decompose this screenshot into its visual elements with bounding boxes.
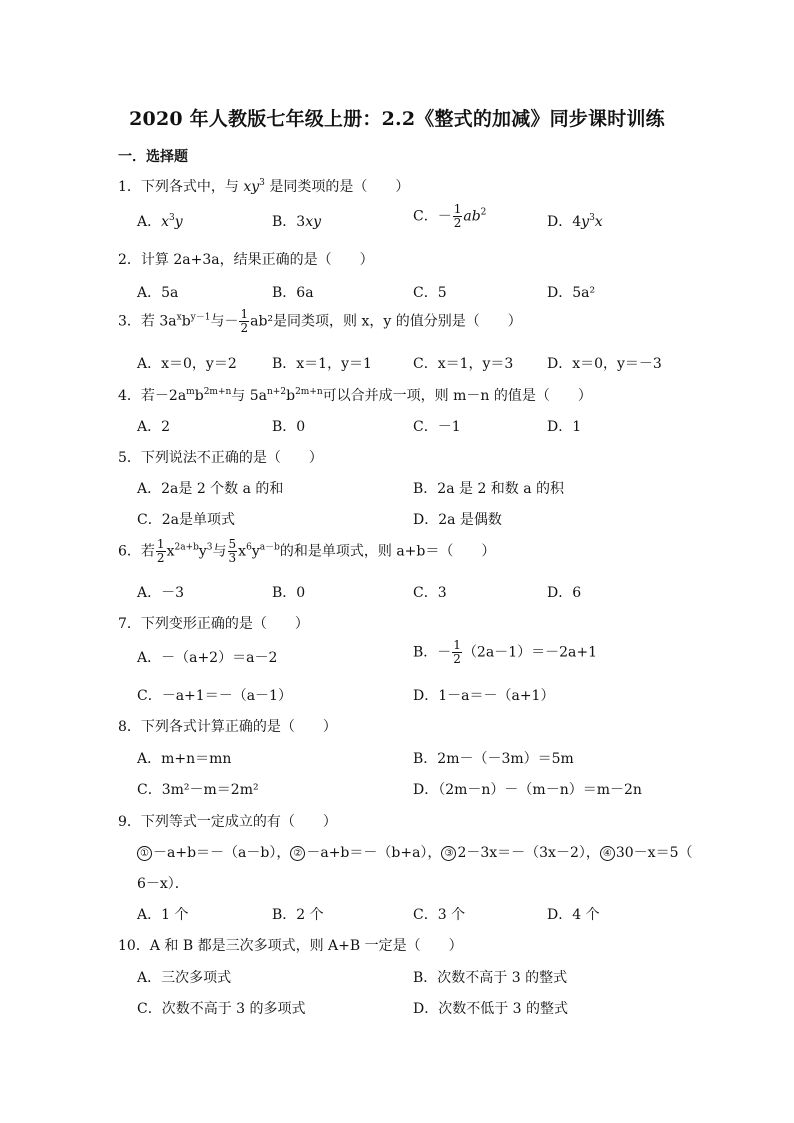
circled-number-2: ②	[290, 846, 305, 861]
q7-option-b[interactable]: B．－ $\frac{1}{2}$ （2a－1）＝－2a+1	[413, 638, 597, 666]
q9-option-d[interactable]: D．4 个	[547, 907, 600, 923]
q4-option-b[interactable]: B．0	[272, 419, 306, 435]
q9-statements: ① －a+b＝－（a－b）， ② －a+b＝－（b+a）， ③ 2－3x＝－（3x－2）， ④ 30－x＝5（	[137, 842, 692, 862]
q2-option-c[interactable]: C．5	[413, 285, 447, 301]
question-2: 2．计算 2a+3a，结果正确的是（ ）	[118, 252, 374, 268]
q4-option-c[interactable]: C．－1	[413, 419, 461, 435]
q2-option-a[interactable]: A．5a	[137, 285, 179, 301]
q5-option-c[interactable]: C．2a是单项式	[137, 512, 235, 528]
q5-option-a[interactable]: A．2a是 2 个数 a 的和	[137, 481, 284, 497]
q7-option-c[interactable]: C．－a+1＝－（a－1）	[137, 688, 292, 704]
q3-option-d[interactable]: D．x＝0，y＝－3	[547, 356, 662, 372]
q8-option-d[interactable]: D．（2m－n）－（m－n）＝m－2n	[413, 782, 642, 798]
q8-option-b[interactable]: B．2m－（－3m）＝5m	[413, 751, 574, 767]
question-1: 1．下列各式中，与 $xy^3$ 是同类项的是（ ）	[118, 178, 410, 195]
q1-option-c[interactable]: C．－ $\frac{1}{2}$ $ab^2$	[413, 202, 487, 230]
q9-option-a[interactable]: A．1 个	[137, 907, 189, 923]
question-6: 6．若 $\frac{1}{2}$ $x^{2a+b}y^3$与 $\frac{5}{3}$ $x^6y^{a-b}$的和是单项式，则 a+b＝（ ）	[118, 537, 496, 565]
q10-option-b[interactable]: B．次数不高于 3 的整式	[413, 970, 568, 986]
q10-option-c[interactable]: C．次数不高于 3 的多项式	[137, 1001, 306, 1017]
q1-option-d[interactable]: D．$4y^3x$	[547, 213, 603, 230]
question-4: 4．若$-2a^mb^{2m+n}$与 $5a^{n+2}b^{2m+n}$可以合并成一项，则 m－n 的值是（ ）	[118, 387, 592, 404]
page-title: 2020 年人教版七年级上册：2.2《整式的加减》同步课时训练	[129, 108, 665, 130]
q10-option-a[interactable]: A．三次多项式	[137, 970, 232, 986]
question-9: 9．下列等式一定成立的有（ ）	[118, 814, 337, 830]
q6-option-b[interactable]: B．0	[272, 585, 306, 601]
q3-option-b[interactable]: B．x＝1，y＝1	[272, 356, 372, 372]
q7-option-d[interactable]: D．1－a＝－（a+1）	[413, 688, 555, 704]
circled-number-1: ①	[137, 846, 152, 861]
circled-number-3: ③	[441, 846, 456, 861]
q7-option-a[interactable]: A．－（a+2）＝a－2	[137, 650, 278, 666]
q3-option-c[interactable]: C．x＝1，y＝3	[413, 356, 514, 372]
q3-option-a[interactable]: A．x＝0，y＝2	[137, 356, 237, 372]
q9-option-b[interactable]: B．2 个	[272, 907, 324, 923]
q6-option-c[interactable]: C．3	[413, 585, 447, 601]
question-3: 3．若 $3a^xb^{y-1}$与－ $\frac{1}{2}$ ab²是同类项，则 x，y 的值分别是（ ）	[118, 307, 522, 335]
q6-option-d[interactable]: D．6	[547, 585, 582, 601]
q2-option-d[interactable]: D．5a²	[547, 285, 596, 301]
question-8: 8．下列各式计算正确的是（ ）	[118, 719, 337, 735]
q4-option-d[interactable]: D．1	[547, 419, 582, 435]
circled-number-4: ④	[600, 846, 615, 861]
q6-option-a[interactable]: A．－3	[137, 585, 185, 601]
q8-option-a[interactable]: A．m+n＝mn	[137, 751, 232, 767]
q10-option-d[interactable]: D．次数不低于 3 的整式	[413, 1001, 569, 1017]
q2-option-b[interactable]: B．6a	[272, 285, 314, 301]
q5-option-b[interactable]: B．2a 是 2 和数 a 的积	[413, 481, 565, 497]
question-7: 7．下列变形正确的是（ ）	[118, 616, 309, 632]
q9-statements-continued: 6－x）．	[137, 876, 189, 892]
question-10: 10．A 和 B 都是三次多项式，则 A+B 一定是（ ）	[118, 938, 463, 954]
q1-option-b[interactable]: B．3xy	[272, 214, 322, 230]
q9-option-c[interactable]: C．3 个	[413, 907, 466, 923]
section-heading: 一．选择题	[118, 149, 188, 165]
q1-option-a[interactable]: A．$x^3y$	[137, 213, 183, 230]
q8-option-c[interactable]: C．3m²－m＝2m²	[137, 782, 259, 798]
q4-option-a[interactable]: A．2	[137, 419, 171, 435]
question-5: 5．下列说法不正确的是（ ）	[118, 450, 323, 466]
q5-option-d[interactable]: D．2a 是偶数	[413, 512, 502, 528]
